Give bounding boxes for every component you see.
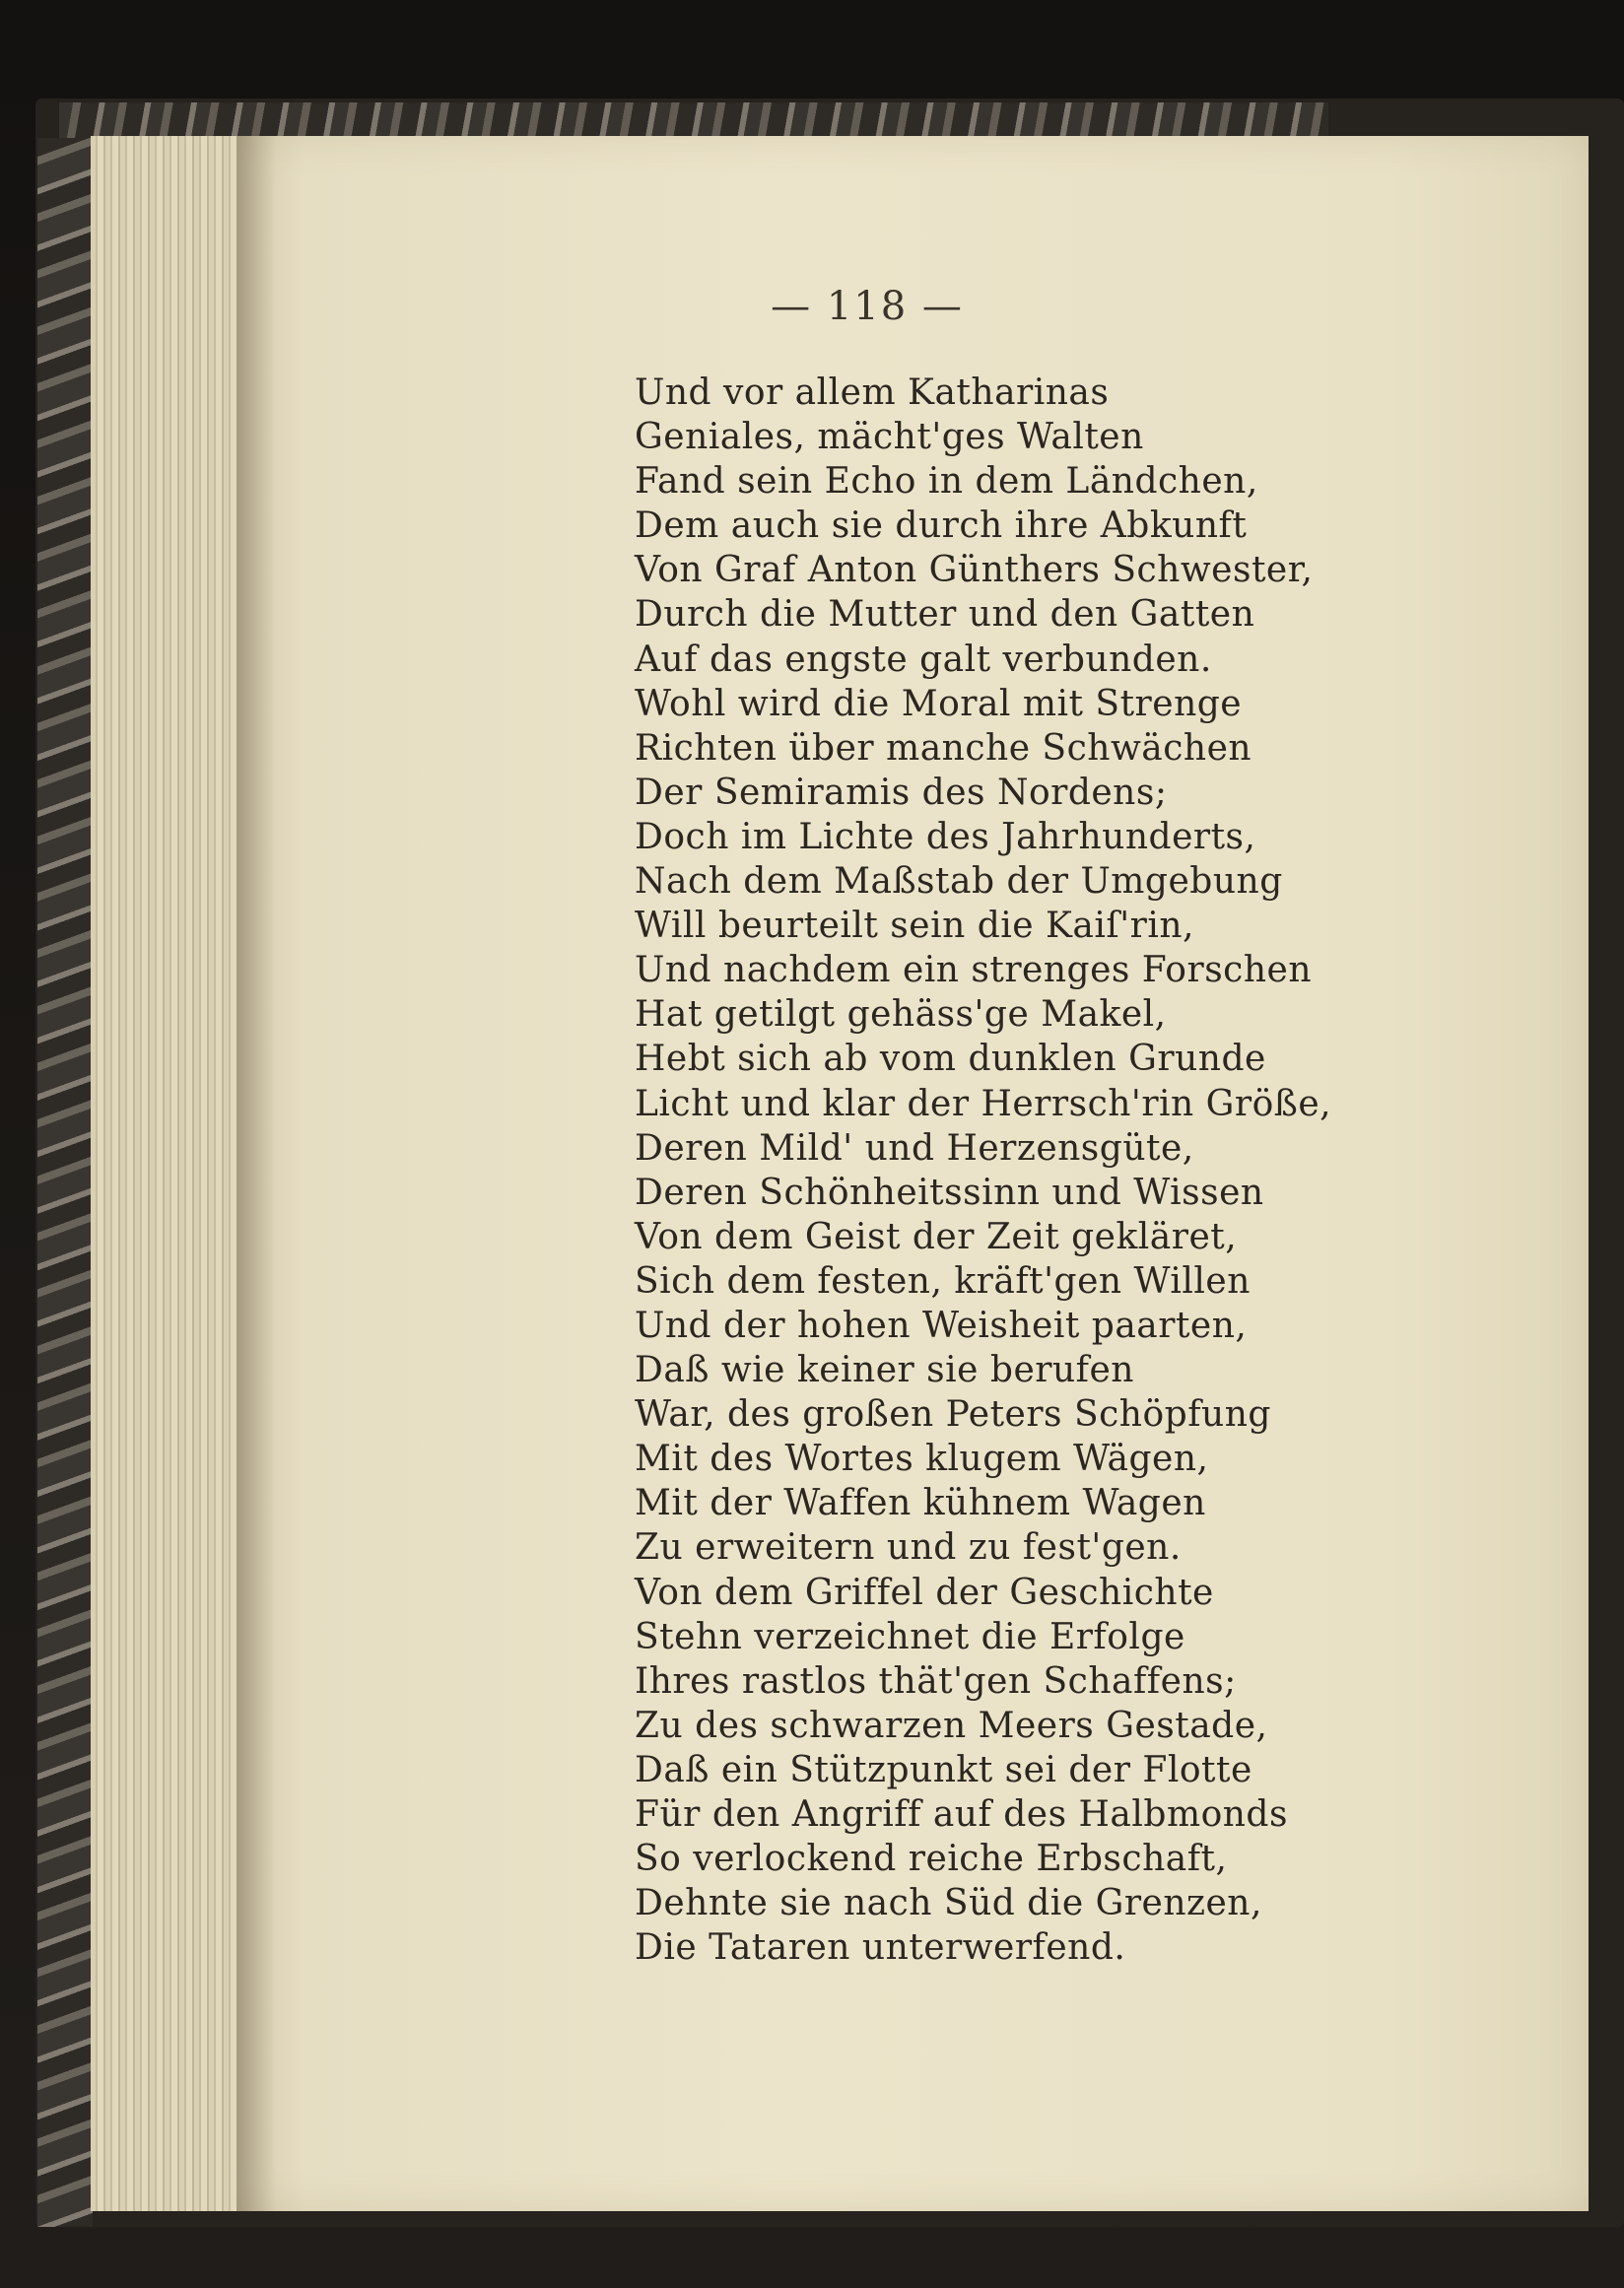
poem-line: Mit der Waffen kühnem Wagen xyxy=(635,1483,1206,1524)
poem-line: Zu des schwarzen Meers Gestade, xyxy=(635,1705,1268,1746)
poem-line: Dem auch sie durch ihre Abkunft xyxy=(635,505,1248,547)
page-number: — 118 — xyxy=(771,284,964,329)
poem-line: Hat getilgt gehäss'ge Makel, xyxy=(635,994,1167,1036)
poem-line: Wohl wird die Moral mit Strenge xyxy=(635,683,1243,724)
poem-line: Für den Angriff auf des Halbmonds xyxy=(635,1794,1288,1835)
poem-line: Doch im Lichte des Jahrhunderts, xyxy=(635,816,1256,857)
poem-text xyxy=(635,370,1332,1970)
poem-line: Deren Mild' und Herzensgüte, xyxy=(635,1127,1194,1169)
poem-line: Auf das engste galt verbunden. xyxy=(635,639,1212,680)
marbled-cover-top xyxy=(59,102,1328,138)
poem-line: Zu erweitern und zu fest'gen. xyxy=(635,1527,1182,1569)
poem-line: Geniales, mächt'ges Walten xyxy=(635,417,1144,458)
poem-line: Richten über manche Schwächen xyxy=(635,727,1252,769)
poem-line: Und nachdem ein strenges Forschen xyxy=(635,950,1312,991)
poem-line: Und vor allem Katharinas xyxy=(635,372,1110,413)
poem-line: Von dem Geist der Zeit gekläret, xyxy=(635,1216,1238,1257)
poem-line: So verlockend reiche Erbschaft, xyxy=(635,1839,1228,1880)
poem-line: Licht und klar der Herrsch'rin Größe, xyxy=(635,1083,1332,1124)
poem-line: Will beurteilt sein die Kaiſ'rin, xyxy=(635,906,1194,947)
gutter-shadow xyxy=(237,136,276,2211)
poem-line: Nach dem Maßstab der Umgebung xyxy=(635,861,1283,903)
poem-line: Dehnte sie nach Süd die Grenzen, xyxy=(635,1883,1262,1924)
poem-line: Mit des Wortes klugem Wägen, xyxy=(635,1439,1209,1480)
poem-line: Sich dem festen, kräft'gen Willen xyxy=(635,1260,1251,1302)
poem-line: Der Semiramis des Nordens; xyxy=(635,772,1168,813)
poem-line: Ihres rastlos thät'gen Schaffens; xyxy=(635,1660,1237,1702)
poem-line: Daß wie keiner sie berufen xyxy=(635,1350,1134,1391)
poem-line: War, des großen Peters Schöpfung xyxy=(635,1394,1271,1436)
poem-line: Die Tataren unterwerfend. xyxy=(635,1927,1126,1969)
poem-line: Stehn verzeichnet die Erfolge xyxy=(635,1616,1185,1657)
poem-line: Durch die Mutter und den Gatten xyxy=(635,594,1255,636)
poem-line: Daß ein Stützpunkt sei der Flotte xyxy=(635,1749,1252,1790)
poem-line: Und der hohen Weisheit paarten, xyxy=(635,1305,1248,1346)
poem-line: Deren Schönheitssinn und Wissen xyxy=(635,1172,1264,1213)
poem-line: Von Graf Anton Günthers Schwester, xyxy=(635,550,1314,591)
page-edges xyxy=(91,136,248,2211)
poem-line: Fand sein Echo in dem Ländchen, xyxy=(635,461,1258,503)
poem-line: Hebt sich ab vom dunklen Grunde xyxy=(635,1039,1266,1080)
poem-line: Von dem Griffel der Geschichte xyxy=(635,1572,1214,1613)
marbled-cover-left xyxy=(37,138,93,2227)
